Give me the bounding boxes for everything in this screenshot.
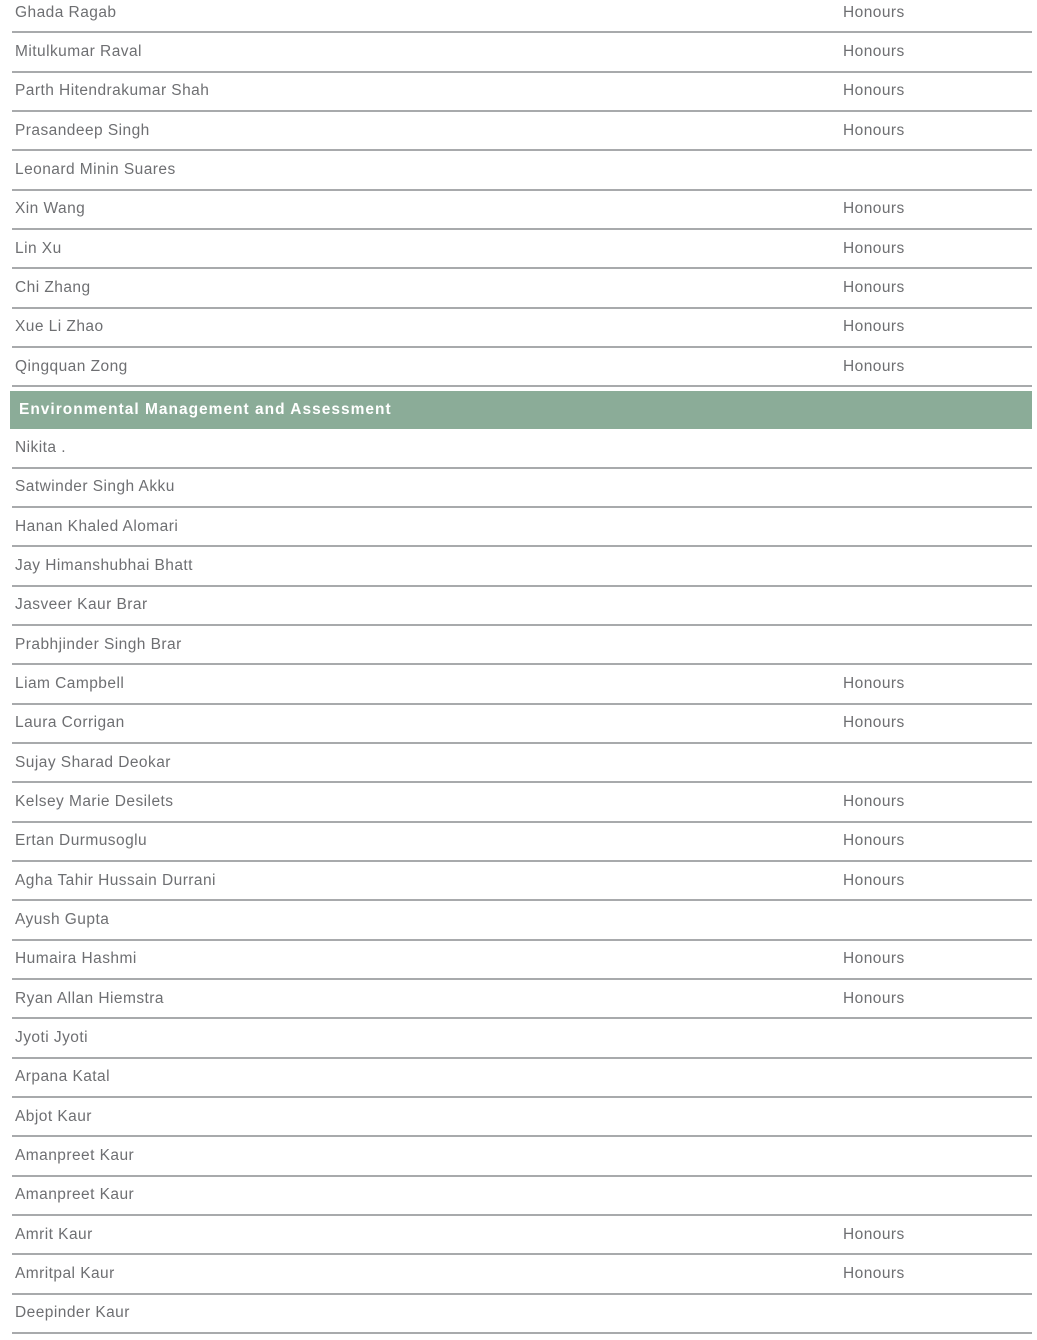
table-row — [12, 0, 1032, 33]
graduand-name: Arpana Katal — [15, 1068, 111, 1086]
graduand-name: Xue Li Zhao — [15, 318, 104, 336]
table-row — [12, 1137, 1032, 1176]
section-header: Environmental Management and Assessment — [10, 391, 1032, 429]
award-label: Honours — [843, 1225, 905, 1243]
table-row — [12, 1177, 1032, 1216]
table-row — [12, 980, 1032, 1019]
graduand-name: Amritpal Kaur — [15, 1264, 115, 1282]
award-label: Honours — [843, 278, 905, 296]
graduand-name: Nikita . — [15, 438, 66, 456]
award-label: Honours — [843, 674, 905, 692]
table-row — [12, 33, 1032, 72]
table-row — [12, 783, 1032, 822]
graduand-name: Humaira Hashmi — [15, 950, 137, 968]
table-row — [12, 151, 1032, 190]
graduand-name: Abjot Kaur — [15, 1107, 92, 1125]
table-row — [12, 1295, 1032, 1334]
graduand-name: Agha Tahir Hussain Durrani — [15, 871, 216, 889]
table-row — [12, 823, 1032, 862]
graduand-name: Jay Himanshubhai Bhatt — [15, 556, 193, 574]
graduand-name: Jyoti Jyoti — [15, 1028, 88, 1046]
table-row — [12, 705, 1032, 744]
graduand-name: Amrit Kaur — [15, 1225, 93, 1243]
table-row — [12, 112, 1032, 151]
table-row — [12, 665, 1032, 704]
table-row — [12, 1098, 1032, 1137]
table-row — [12, 901, 1032, 940]
graduand-name: Mitulkumar Raval — [15, 42, 142, 60]
table-row — [12, 73, 1032, 112]
award-label: Honours — [843, 82, 905, 100]
graduand-name: Lin Xu — [15, 239, 62, 257]
table-row — [12, 941, 1032, 980]
graduand-name: Parth Hitendrakumar Shah — [15, 82, 210, 100]
graduand-name: Prasandeep Singh — [15, 121, 150, 139]
award-label: Honours — [843, 950, 905, 968]
table-row — [12, 862, 1032, 901]
graduand-name: Chi Zhang — [15, 278, 91, 296]
table-row — [12, 1255, 1032, 1294]
graduand-name: Amanpreet Kaur — [15, 1146, 135, 1164]
graduand-name: Amanpreet Kaur — [15, 1186, 135, 1204]
graduand-name: Jasveer Kaur Brar — [15, 596, 148, 614]
graduand-name: Ryan Allan Hiemstra — [15, 989, 164, 1007]
table-row — [12, 309, 1032, 348]
award-label: Honours — [843, 871, 905, 889]
table-row — [12, 230, 1032, 269]
graduand-name: Leonard Minin Suares — [15, 160, 176, 178]
table-row — [12, 429, 1032, 468]
table-row — [12, 469, 1032, 508]
award-label: Honours — [843, 832, 905, 850]
table-row — [12, 508, 1032, 547]
graduand-name: Kelsey Marie Desilets — [15, 792, 174, 810]
graduand-name: Qingquan Zong — [15, 357, 128, 375]
award-label: Honours — [843, 42, 905, 60]
award-label: Honours — [843, 3, 905, 21]
graduand-name: Sujay Sharad Deokar — [15, 753, 171, 771]
award-label: Honours — [843, 239, 905, 257]
graduand-name: Deepinder Kaur — [15, 1304, 130, 1322]
table-row — [12, 547, 1032, 586]
table-row — [12, 1216, 1032, 1255]
table-row — [12, 587, 1032, 626]
graduand-name: Ayush Gupta — [15, 910, 110, 928]
graduand-name: Prabhjinder Singh Brar — [15, 635, 182, 653]
award-label: Honours — [843, 989, 905, 1007]
graduand-name: Ertan Durmusoglu — [15, 832, 148, 850]
award-label: Honours — [843, 200, 905, 218]
award-label: Honours — [843, 318, 905, 336]
graduand-name: Satwinder Singh Akku — [15, 478, 175, 496]
graduand-list — [12, 0, 1032, 1334]
graduand-name: Xin Wang — [15, 200, 86, 218]
graduand-name: Hanan Khaled Alomari — [15, 517, 179, 535]
table-row — [12, 191, 1032, 230]
table-row — [12, 348, 1032, 387]
award-label: Honours — [843, 792, 905, 810]
graduand-name: Laura Corrigan — [15, 714, 125, 732]
award-label: Honours — [843, 121, 905, 139]
award-label: Honours — [843, 357, 905, 375]
table-row — [12, 269, 1032, 308]
award-label: Honours — [843, 1264, 905, 1282]
table-row — [12, 1059, 1032, 1098]
table-row — [12, 626, 1032, 665]
graduand-name: Ghada Ragab — [15, 3, 117, 21]
award-label: Honours — [843, 714, 905, 732]
graduand-name: Liam Campbell — [15, 674, 125, 692]
table-row — [12, 1019, 1032, 1058]
table-row — [12, 744, 1032, 783]
